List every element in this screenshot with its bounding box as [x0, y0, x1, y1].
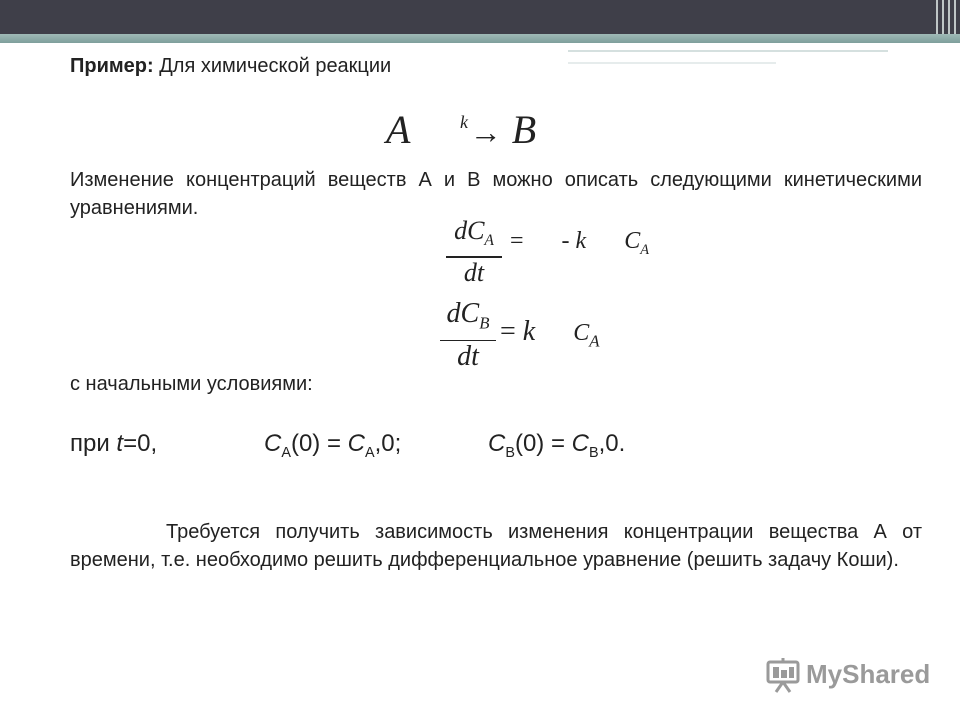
reactant: A — [386, 107, 410, 152]
initial-conditions: при t=0, — [70, 430, 158, 457]
rate-constant: k — [460, 112, 468, 132]
example-text: Для химической реакции — [159, 55, 392, 77]
watermark-text: MyShared — [806, 659, 931, 689]
top-bar — [0, 0, 960, 34]
corner-stripes — [930, 0, 960, 34]
decorative-line — [568, 50, 888, 52]
decorative-line — [568, 62, 776, 64]
equation2-fraction — [440, 298, 496, 373]
initial-conditions-label: с начальными условиями: — [70, 373, 313, 395]
condition-cb: $C_B(0) = C_B,0$. — [488, 430, 626, 461]
equation1-rhs: = - k $C_A$ — [510, 228, 650, 258]
example-label: Пример: — [70, 55, 154, 77]
accent-bar — [0, 34, 960, 43]
reaction-equation — [386, 102, 536, 160]
reaction-arrow: → — [469, 114, 502, 150]
example-line — [70, 52, 391, 80]
equation1-denominator: dt — [463, 257, 485, 287]
paragraph-kinetics: Изменение концентраций веществ А и В можно описать следующими кинетическими уравнениями. — [70, 169, 922, 219]
equation1-numerator: $dC_A$ — [454, 216, 494, 250]
presentation-board-icon — [766, 658, 800, 694]
equation1-fraction — [446, 216, 502, 288]
paragraph-task: Требуется получить зависимость изменения концентрации вещества А от времени, т.е. необходимо решить дифференциальное уравнение (решить задачу Коши). — [70, 521, 922, 571]
product: B — [511, 107, 537, 152]
equation2-rhs: = k $C_A$ — [500, 316, 600, 351]
condition-ca: $C_A(0) = C_A,0$; — [264, 430, 402, 461]
watermark-logo — [766, 656, 931, 696]
equation2-numerator: $dC_B$ — [446, 298, 490, 333]
equation2-denominator: dt — [457, 341, 479, 373]
